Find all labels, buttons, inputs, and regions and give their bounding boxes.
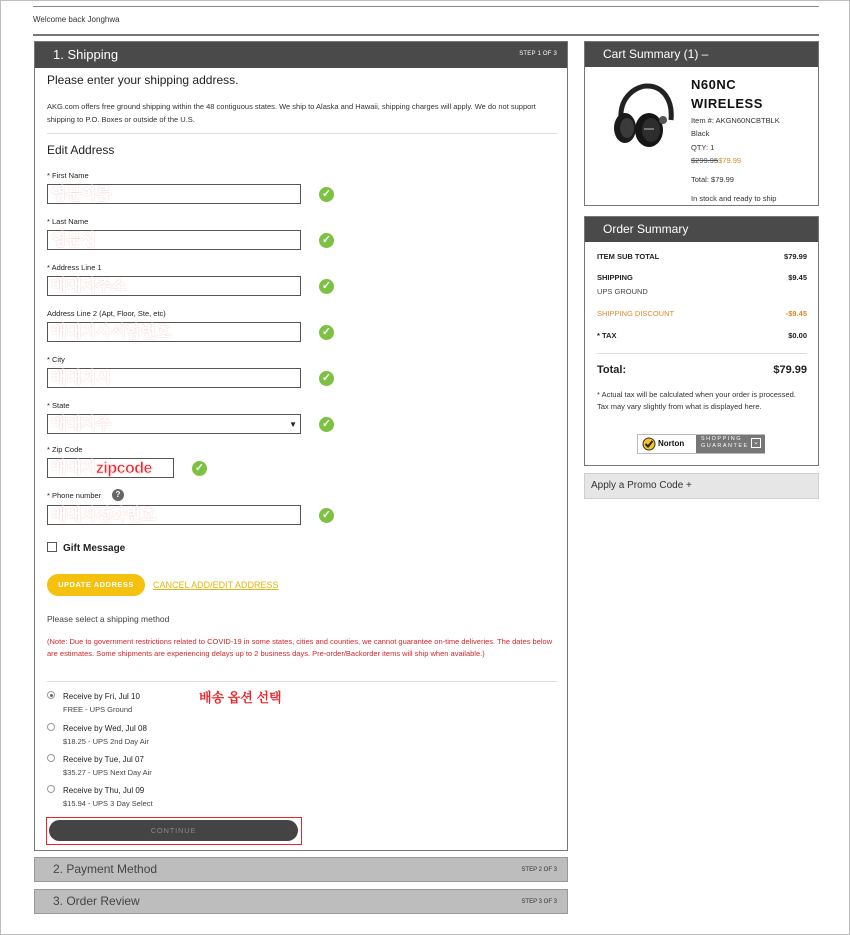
shipping-option-radio[interactable]: [47, 785, 55, 793]
shipping-option-radio[interactable]: [47, 754, 55, 762]
order-summary-title: Order Summary: [585, 217, 818, 242]
shipping-note: AKG.com offers free ground shipping within the 48 contiguous states. We ship to Alaska and Hawaii, shipping charges will apply. We do not support shipping to P.O. Boxes or outside of the U.S.: [47, 102, 536, 124]
header-rule: [33, 34, 819, 36]
address-line1-value: 배대지주소: [51, 278, 126, 295]
tax-value: $0.00: [788, 331, 807, 340]
shipping-option-title: Receive by Thu, Jul 09: [63, 786, 145, 795]
shipping-row: [597, 273, 807, 282]
check-icon: ✓: [192, 461, 207, 476]
check-icon: ✓: [319, 187, 334, 202]
discount-value: -$9.45: [785, 309, 807, 318]
order-total-row: [597, 364, 807, 376]
shipping-option-radio[interactable]: [47, 691, 55, 699]
shipping-option-annotation: 배송 옵션 선택: [199, 690, 282, 705]
state-value: 배대지주: [51, 416, 111, 433]
item-price: [691, 156, 741, 165]
cart-summary: [584, 41, 819, 206]
city-value: 배대지시: [51, 370, 111, 387]
item-total-value: $79.99: [711, 175, 734, 184]
help-icon[interactable]: ?: [112, 489, 124, 501]
shipping-method-title: Please select a shipping method: [47, 614, 170, 624]
city-field[interactable]: [47, 368, 301, 388]
last-name-field[interactable]: [47, 230, 301, 250]
old-price: $299.95: [691, 156, 719, 165]
gift-message-checkbox[interactable]: [47, 542, 57, 552]
check-icon: ✓: [319, 233, 334, 248]
product-name: [691, 75, 763, 113]
subtotal-label: ITEM SUB TOTAL: [597, 252, 660, 261]
check-icon: ✓: [319, 508, 334, 523]
shipping-option-title: Receive by Wed, Jul 08: [63, 724, 147, 733]
payment-step: STEP 2 OF 3: [521, 867, 557, 873]
item-number: Item #: AKGN60NCBTBLK: [691, 116, 780, 125]
norton-check-icon: [642, 437, 656, 451]
phone-label: * Phone number: [47, 491, 102, 500]
welcome-text: Welcome back Jonghwa: [33, 15, 120, 24]
first-name-value: 영문이름: [51, 186, 111, 203]
gift-message-label: Gift Message: [63, 543, 126, 554]
shipping-lead: Please enter your shipping address.: [47, 73, 239, 87]
phone-field[interactable]: [47, 505, 301, 525]
tax-note: * Actual tax will be calculated when your order is processed. Tax may vary slightly from what is displayed here.: [597, 390, 796, 411]
state-select[interactable]: [47, 414, 301, 434]
check-icon: ✓: [319, 325, 334, 340]
last-name-label: * Last Name: [47, 217, 89, 226]
phone-value: 배대지전화번호: [51, 507, 156, 524]
top-rule: [33, 6, 819, 7]
shipping-option-sub: $35.27 - UPS Next Day Air: [63, 768, 152, 777]
order-total-value: $79.99: [773, 364, 807, 376]
divider: [47, 681, 557, 682]
shipping-title: 1. Shipping: [53, 47, 119, 62]
shipping-option-title: Receive by Fri, Jul 10: [63, 692, 140, 701]
shipping-label: SHIPPING: [597, 273, 633, 282]
continue-button[interactable]: CONTINUE: [49, 820, 298, 841]
shipping-option-radio[interactable]: [47, 723, 55, 731]
covid-note: (Note: Due to government restrictions related to COVID-19 in some states, cities and counties, we cannot guarantee on-time deliveries. The dates below are estimates. Some shipments are experiencing delays up to 2 business days. Pre-order/Backorder items will ship when available.): [47, 637, 553, 658]
norton-line1: SHOPPING: [701, 436, 743, 442]
item-total: [691, 175, 734, 184]
headphones-image: [607, 80, 679, 152]
address-line2-label: Address Line 2 (Apt, Floor, Ste, etc): [47, 309, 166, 318]
address-line2-field[interactable]: [47, 322, 301, 342]
divider: [47, 133, 557, 134]
shipping-option-sub: $15.94 - UPS 3 Day Select: [63, 799, 153, 808]
item-color: Black: [691, 129, 710, 138]
order-review-section[interactable]: [34, 889, 568, 914]
shipping-option-sub: $18.25 - UPS 2nd Day Air: [63, 737, 149, 746]
check-icon: ✓: [319, 279, 334, 294]
divider: [597, 353, 807, 354]
order-summary: [584, 216, 819, 466]
sale-price: $79.99: [718, 156, 742, 165]
address-line2-value: 배대지사서함번호: [51, 324, 171, 341]
payment-method-section[interactable]: [34, 857, 568, 882]
norton-shopping-guarantee-badge: [637, 434, 765, 454]
norton-line2: GUARANTEE: [701, 443, 749, 449]
item-qty: QTY: 1: [691, 143, 715, 152]
norton-brand: Norton: [658, 439, 685, 448]
subtotal-value: $79.99: [784, 252, 807, 261]
product-name-line1: N60NC: [691, 77, 737, 92]
shipping-panel: [34, 41, 568, 851]
zip-value: 배대지zipcode: [51, 460, 152, 477]
chevron-down-icon: ⌄: [751, 438, 761, 448]
stock-status: In stock and ready to ship: [691, 194, 777, 203]
edit-address-title: Edit Address: [47, 143, 115, 157]
item-total-label: Total:: [691, 175, 709, 184]
first-name-field[interactable]: [47, 184, 301, 204]
shipping-option-sub: FREE - UPS Ground: [63, 705, 133, 714]
city-label: * City: [47, 355, 65, 364]
address-line1-label: * Address Line 1: [47, 263, 102, 272]
subtotal-row: [597, 252, 807, 261]
product-name-line2: WIRELESS: [691, 96, 763, 111]
tax-label: * TAX: [597, 331, 617, 340]
state-label: * State: [47, 401, 70, 410]
zip-label: * Zip Code: [47, 445, 83, 454]
shipping-option-title: Receive by Tue, Jul 07: [63, 755, 144, 764]
check-icon: ✓: [319, 371, 334, 386]
address-line1-field[interactable]: [47, 276, 301, 296]
continue-highlight: [46, 817, 302, 845]
norton-guarantee-band: [696, 435, 765, 453]
cancel-edit-address-link[interactable]: CANCEL ADD/EDIT ADDRESS: [153, 580, 279, 590]
zip-field[interactable]: [47, 458, 174, 478]
order-total-label: Total:: [597, 364, 627, 376]
review-step: STEP 3 OF 3: [521, 899, 557, 905]
first-name-label: * First Name: [47, 171, 89, 180]
update-address-button[interactable]: UPDATE ADDRESS: [47, 574, 145, 596]
cart-summary-title[interactable]: Cart Summary (1) –: [585, 42, 818, 67]
apply-promo-code[interactable]: Apply a Promo Code +: [584, 473, 819, 499]
check-icon: ✓: [319, 417, 334, 432]
discount-row: [597, 309, 807, 318]
last-name-value: 영문성: [51, 232, 96, 249]
shipping-value: $9.45: [788, 273, 807, 282]
shipping-sub: UPS GROUND: [597, 287, 648, 296]
caret-down-icon: ▼: [289, 420, 297, 429]
order-review-title: 3. Order Review: [53, 894, 140, 908]
payment-method-title: 2. Payment Method: [53, 862, 158, 876]
shipping-step: STEP 1 OF 3: [519, 51, 557, 57]
shipping-header: [35, 42, 567, 68]
tax-row: [597, 331, 807, 340]
discount-label: SHIPPING DISCOUNT: [597, 309, 675, 318]
